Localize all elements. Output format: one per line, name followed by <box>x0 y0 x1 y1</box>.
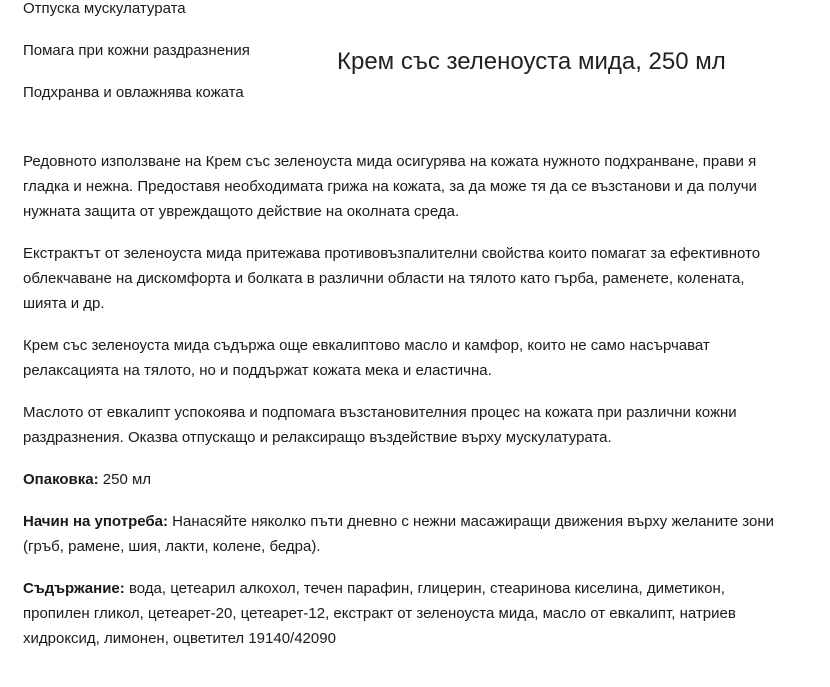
usage-label: Начин на употреба: <box>23 513 168 530</box>
benefit-item: Помага при кожни раздразнения <box>23 42 250 59</box>
description-paragraph: Редовното използване на Крем със зеленоуста мида осигурява на кожата нужното подхранване, прави я гладка и нежна. Предоставя необходимата грижа на кожата, за да може тя да се възстанови и да получи нужната защита от увреждащото действие на околната среда. <box>23 153 757 220</box>
packaging-value: 250 мл <box>98 471 152 488</box>
ingredients-label: Съдържание: <box>23 580 125 597</box>
description-paragraph: Крем със зеленоуста мида съдържа още евкалиптово масло и камфор, които не само насърчават релаксацията на тялото, но и поддържат кожата мека и еластична. <box>23 337 710 379</box>
benefit-item: Подхранва и овлажнява кожата <box>23 84 244 101</box>
usage-value: Нанасяйте няколко пъти дневно с нежни масажиращи движения върху желаните зони (гръб, рамене, шия, лакти, колене, бедра). <box>23 513 775 555</box>
description-paragraph: Екстрактът от зеленоуста мида притежава противовъзпалителни свойства които помагат за ефективното облекчаване на дискомфорта и болката в различни области на тялото като гърба, раменете, колената, шията и др. <box>23 245 761 312</box>
usage-info <box>23 509 783 559</box>
ingredients-value: вода, цетеарил алкохол, течен парафин, глицерин, стеаринова киселина, диметикон, пропилен гликол, цетеарет-20, цетеарет-12, екстракт от зеленоуста мида, масло от евкалипт, натриев хидроксид, лимонен, оцветител 19140/42090 <box>23 580 736 647</box>
packaging-info <box>23 467 783 492</box>
benefit-item: Отпуска мускулатурата <box>23 0 186 17</box>
ingredients-info <box>23 576 783 651</box>
product-description <box>23 149 783 668</box>
description-paragraph: Маслото от евкалипт успокоява и подпомага възстановителния процес на кожата при различни кожни раздразнения. Оказва отпускащо и релаксиращо въздействие върху мускулатурата. <box>23 404 737 446</box>
product-title: Крем със зеленоуста мида, 250 мл <box>337 48 726 75</box>
packaging-label: Опаковка: <box>23 471 99 488</box>
benefits-list <box>23 0 250 126</box>
